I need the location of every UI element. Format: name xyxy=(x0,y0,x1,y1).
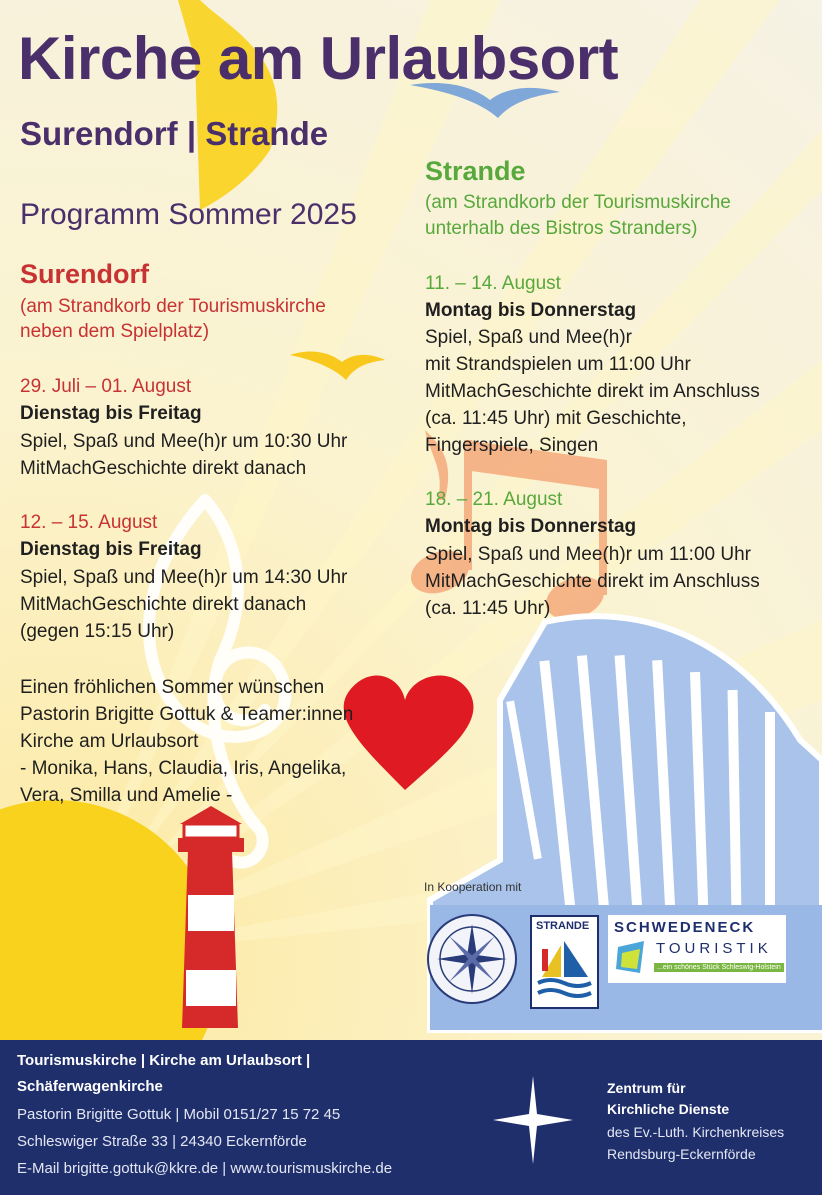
event-days: Montag bis Donnerstag xyxy=(425,300,637,321)
event-days: Dienstag bis Freitag xyxy=(20,403,202,424)
event-description-line: MitMachGeschichte direkt danach xyxy=(20,458,307,479)
greeting-line: - Monika, Hans, Claudia, Iris, Angelika, xyxy=(20,758,347,779)
page-title: Kirche am Urlaubsort xyxy=(18,25,619,92)
surendorf-location-line: (am Strandkorb der Tourismuskirche xyxy=(20,296,326,317)
surendorf-heading: Surendorf xyxy=(20,259,150,289)
event-description-line: MitMachGeschichte direkt im Anschluss xyxy=(425,571,760,592)
logo-shape-icon xyxy=(614,939,648,977)
greeting-line: Vera, Smilla und Amelie - xyxy=(20,785,233,806)
footer-center-name: Zentrum für xyxy=(607,1080,686,1096)
compass-rose-logo-icon xyxy=(425,912,520,1007)
heart-icon xyxy=(344,676,474,790)
greeting-line: Kirche am Urlaubsort xyxy=(20,731,199,752)
event-description-line: Spiel, Spaß und Mee(h)r um 11:00 Uhr xyxy=(425,544,751,565)
event-description-line: MitMachGeschichte direkt danach xyxy=(20,594,307,615)
footer xyxy=(0,1040,822,1195)
schwedeneck-logo-subtitle: TOURISTIK xyxy=(656,940,772,957)
event-dates: 12. – 15. August xyxy=(20,512,158,533)
strande-heading: Strande xyxy=(425,156,526,186)
footer-org-line: Schäferwagenkirche xyxy=(17,1078,163,1095)
event-description-line: MitMachGeschichte direkt im Anschluss xyxy=(425,381,760,402)
footer-center-sub: Rendsburg-Eckernförde xyxy=(607,1146,756,1162)
footer-email-web-line[interactable]: E-Mail brigitte.gottuk@kkre.de | www.tourismuskirche.de xyxy=(17,1160,393,1177)
footer-center-name: Kirchliche Dienste xyxy=(607,1101,730,1117)
event-days: Dienstag bis Freitag xyxy=(20,539,202,560)
cross-icon xyxy=(493,1076,573,1164)
event-dates: 29. Juli – 01. August xyxy=(20,376,192,397)
surendorf-location-line: neben dem Spielplatz) xyxy=(20,321,210,342)
event-description-line: (ca. 11:45 Uhr) xyxy=(425,598,551,619)
footer-contact-line: Pastorin Brigitte Gottuk | Mobil 0151/27 15 72 45 xyxy=(17,1106,341,1123)
footer-org-line: Tourismuskirche | Kirche am Urlaubsort | xyxy=(17,1052,311,1069)
event-description-line: Spiel, Spaß und Mee(h)r xyxy=(425,327,632,348)
event-description-line: Fingerspiele, Singen xyxy=(425,435,599,456)
schwedeneck-touristik-logo xyxy=(608,915,786,983)
event-dates: 18. – 21. August xyxy=(425,489,563,510)
footer-address-line: Schleswiger Straße 33 | 24340 Eckernförde xyxy=(17,1133,307,1150)
greeting-line: Einen fröhlichen Sommer wünschen xyxy=(20,677,325,698)
strande-location-line: unterhalb des Bistros Stranders) xyxy=(425,218,698,239)
greeting-line: Pastorin Brigitte Gottuk & Teamer:innen xyxy=(20,704,354,725)
strande-logo xyxy=(530,915,599,1009)
event-days: Montag bis Donnerstag xyxy=(425,516,637,537)
schwedeneck-logo-tagline: ...ein schönes Stück Schleswig-Holstein xyxy=(654,963,784,972)
event-description-line: Spiel, Spaß und Mee(h)r um 10:30 Uhr xyxy=(20,431,348,452)
event-description-line: mit Strandspielen um 11:00 Uhr xyxy=(425,354,691,375)
footer-center-sub: des Ev.-Luth. Kirchenkreises xyxy=(607,1124,785,1140)
cooperation-label: In Kooperation mit xyxy=(424,880,522,894)
event-description-line: Spiel, Spaß und Mee(h)r um 14:30 Uhr xyxy=(20,567,348,588)
event-dates: 11. – 14. August xyxy=(425,273,561,294)
strande-logo-text: STRANDE xyxy=(536,920,590,932)
event-description-line: (ca. 11:45 Uhr) mit Geschichte, xyxy=(425,408,687,429)
schwedeneck-logo-title: SCHWEDENECK xyxy=(614,919,756,936)
sailboat-icon xyxy=(536,937,593,1002)
strande-location-line: (am Strandkorb der Tourismuskirche xyxy=(425,192,731,213)
event-description-line: (gegen 15:15 Uhr) xyxy=(20,621,175,642)
program-heading: Programm Sommer 2025 xyxy=(20,198,357,231)
page-subtitle: Surendorf | Strande xyxy=(20,115,329,152)
lighthouse-icon xyxy=(178,806,244,1028)
